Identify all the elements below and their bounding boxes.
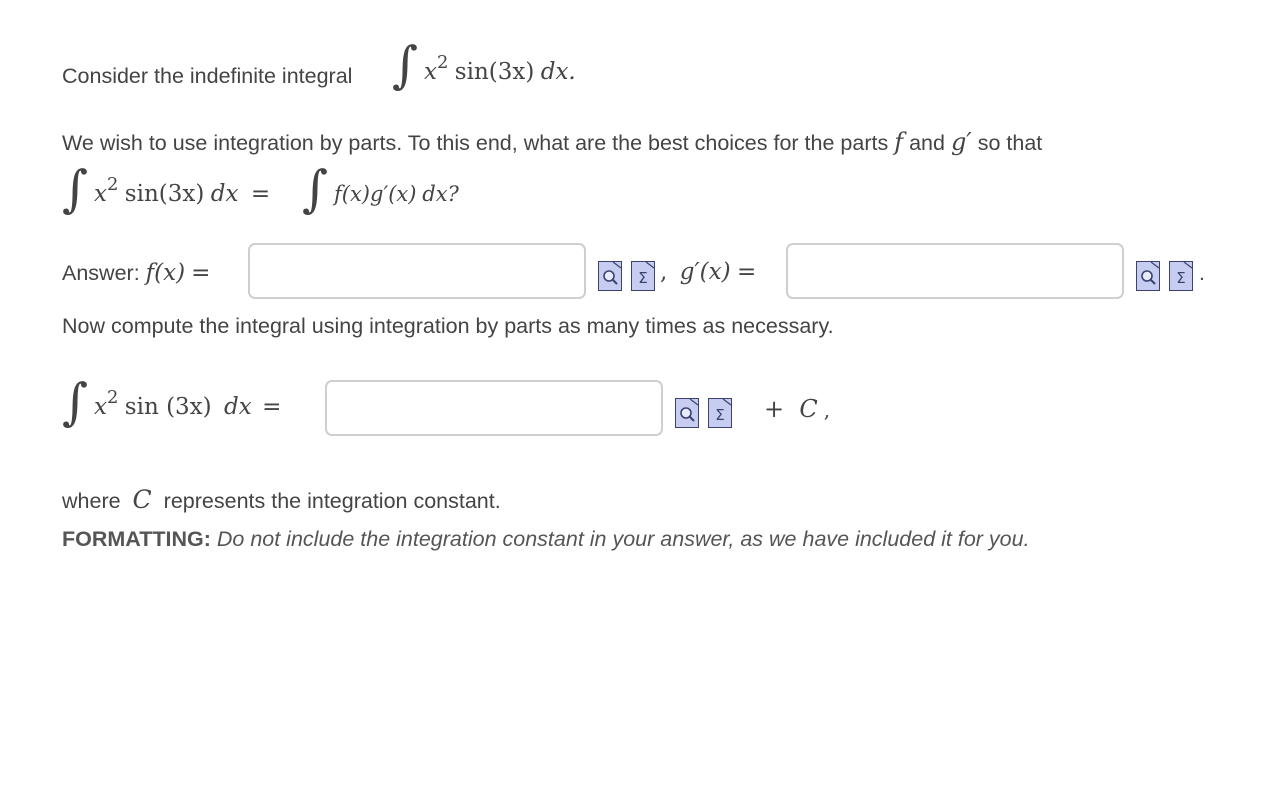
question-f-symbol: f bbox=[894, 128, 904, 156]
final-exp: 2 bbox=[106, 387, 119, 409]
lhs-integral-sign: ∫ bbox=[62, 160, 89, 218]
where-rest: represents the integration constant. bbox=[163, 489, 501, 513]
where-line bbox=[62, 485, 501, 514]
answer-f-equals: = bbox=[191, 260, 211, 286]
f-input[interactable] bbox=[248, 243, 586, 299]
question-and: and bbox=[909, 131, 945, 155]
lhs-exp: 2 bbox=[106, 174, 119, 196]
question-rhs bbox=[334, 182, 459, 207]
formatting-text: Do not include the integration constant in your answer, as we have included it for you. bbox=[216, 527, 1030, 551]
lhs-base: x bbox=[94, 181, 107, 207]
answer-g-part bbox=[660, 258, 756, 285]
g-input[interactable] bbox=[786, 243, 1124, 299]
intro-integrand-exp: 2 bbox=[436, 52, 449, 74]
answer-comma: , bbox=[660, 259, 668, 285]
plus-c-comma: , bbox=[823, 398, 831, 422]
question-line bbox=[62, 128, 1042, 156]
answer-row bbox=[62, 260, 210, 286]
final-dx: dx bbox=[224, 394, 252, 420]
answer-label: Answer: bbox=[62, 261, 140, 285]
where-lead: where bbox=[62, 489, 121, 513]
compute-line: Now compute the integral using integration by parts as many times as necessary. bbox=[62, 314, 834, 338]
lhs-func: sin(3x) bbox=[124, 181, 205, 207]
answer-g-equals: = bbox=[736, 259, 757, 285]
formatting-label: FORMATTING: bbox=[62, 527, 211, 551]
where-c-symbol: C bbox=[132, 485, 152, 514]
rhs-dx: dx? bbox=[422, 182, 459, 206]
question-text: We wish to use integration by parts. To this end, what are the best choices for the parts bbox=[62, 131, 889, 155]
svg-text:Σ: Σ bbox=[1176, 269, 1186, 287]
intro-integrand-func: sin(3x) bbox=[454, 59, 535, 85]
plus-c bbox=[764, 395, 830, 424]
g-preview-icon[interactable] bbox=[1136, 261, 1160, 291]
final-equals: = bbox=[262, 394, 282, 420]
intro-differential: dx. bbox=[540, 59, 576, 85]
question-lhs bbox=[94, 174, 271, 207]
final-integral-expression bbox=[94, 387, 282, 420]
intro-integrand bbox=[424, 52, 576, 85]
formatting-line bbox=[62, 527, 1030, 552]
intro-lead-text: Consider the indefinite integral bbox=[62, 64, 353, 88]
g-equation-editor-icon[interactable] bbox=[1169, 261, 1193, 291]
final-preview-icon[interactable] bbox=[675, 398, 699, 428]
svg-text:Σ: Σ bbox=[715, 406, 725, 424]
final-equation-editor-icon[interactable] bbox=[708, 398, 732, 428]
final-func: sin (3x) bbox=[124, 394, 212, 420]
answer-g-of-x: g′(x) bbox=[679, 259, 731, 285]
f-preview-icon[interactable] bbox=[598, 261, 622, 291]
rhs-integral-sign: ∫ bbox=[302, 160, 329, 218]
lhs-dx: dx bbox=[210, 181, 239, 207]
lhs-equals: = bbox=[250, 181, 271, 207]
intro-line bbox=[62, 64, 352, 89]
final-integral-sign: ∫ bbox=[62, 373, 89, 431]
final-answer-input[interactable] bbox=[325, 380, 663, 436]
intro-integral-sign: ∫ bbox=[392, 36, 419, 94]
intro-integrand-base: x bbox=[424, 59, 437, 85]
f-equation-editor-icon[interactable] bbox=[631, 261, 655, 291]
svg-text:Σ: Σ bbox=[638, 269, 648, 287]
answer-period: . bbox=[1199, 262, 1205, 285]
final-base: x bbox=[94, 394, 107, 420]
answer-f-of-x: f(x) bbox=[145, 260, 186, 286]
rhs-expression: f(x)g′(x) bbox=[334, 182, 417, 206]
question-so-that: so that bbox=[977, 131, 1043, 155]
plus-c-text: + C bbox=[764, 395, 818, 423]
question-g-prime-symbol: g′ bbox=[950, 128, 972, 156]
